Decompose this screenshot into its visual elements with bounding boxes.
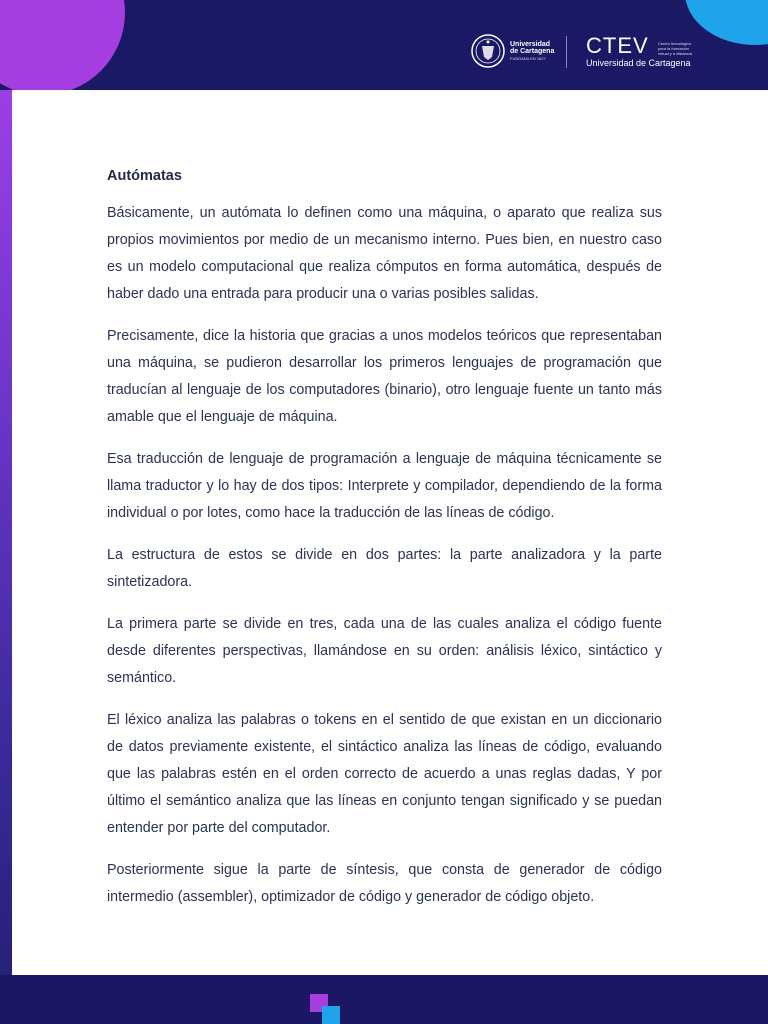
footer-band: [0, 975, 768, 1024]
ctev-logo: [586, 35, 691, 68]
paragraph: El léxico analiza las palabras o tokens en el sentido de que existan en un diccionario de datos previamente existente, el sintáctico analiza las líneas de código, evaluando que las palabras estén en el orden correcto de acuerdo a unas reglas dadas, Y por último el semántico analiza que las líneas en conjunto tengan significado y se puedan entender por parte del computador.: [107, 712, 662, 836]
document-title: Autómatas: [107, 168, 182, 184]
ctev-side-text: Centro tecnológico para la formación virtual y a distancia: [658, 41, 693, 56]
university-seal-icon: [470, 33, 506, 69]
paragraph: Posteriormente sigue la parte de síntesis, que consta de generador de código intermedio (assembler), optimizador de código y generador de código objeto.: [107, 862, 662, 905]
paragraph: Precisamente, dice la historia que gracias a unos modelos teóricos que representaban una máquina, se pudieron desarrollar los primeros lenguajes de programación que traducían al lenguaje de los computadores (binario), otro lenguaje fuente un tanto más amable que el lenguaje de máquina.: [107, 328, 662, 425]
paragraph: La primera parte se divide en tres, cada una de las cuales analiza el código fuente desde diferentes perspectivas, llamándose en su orden: análisis léxico, sintáctico y semántico.: [107, 616, 662, 686]
university-name: Universidad de Cartagena FUNDADA EN 1827: [510, 40, 555, 61]
decor-blue-square: [322, 1006, 340, 1024]
document-content: [107, 166, 662, 926]
paragraph: Básicamente, un autómata lo definen como una máquina, o aparato que realiza sus propios movimientos por medio de un mecanismo interno. Pues bien, en nuestro caso es un modelo computacional que realiza cómputos en forma automática, después de haber dado una entrada para producir una o varias posibles salidas.: [107, 205, 662, 302]
paragraph: Esa traducción de lenguaje de programación a lenguaje de máquina técnicamente se llama traductor y lo hay de dos tipos: Interprete y compilador, dependiendo de la forma individual o por lotes, como hace la traducción de las líneas de código.: [107, 451, 662, 521]
university-logo: [470, 32, 554, 70]
decor-purple-circle: [0, 0, 125, 90]
ctev-mark: CTEV: [586, 33, 649, 58]
ctev-subtitle: Universidad de Cartagena: [586, 58, 691, 68]
left-gradient-band: [0, 90, 12, 1024]
document-page: [12, 90, 768, 975]
logo-divider: [566, 36, 567, 68]
paragraph: La estructura de estos se divide en dos partes: la parte analizadora y la parte sintetizadora.: [107, 547, 662, 590]
decor-blue-circle: [685, 0, 768, 45]
header-banner: [0, 0, 768, 90]
